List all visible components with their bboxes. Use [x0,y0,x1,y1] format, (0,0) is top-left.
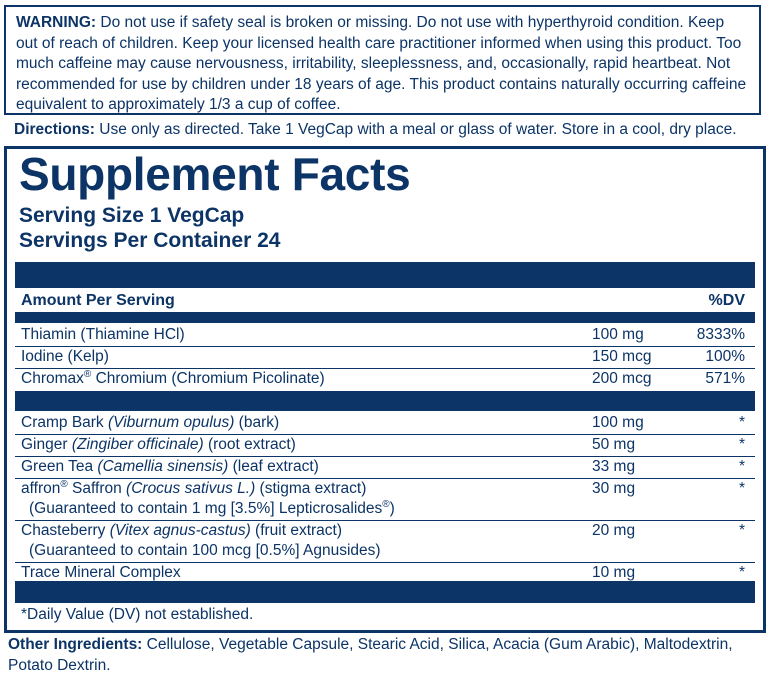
ingredient-dv: * [738,458,745,475]
nutrient-dv: 571% [705,370,745,387]
directions-label: Directions: [14,121,95,138]
ingredient-amount: 33 mg [592,458,636,475]
section-divider [15,391,755,411]
nutrient-dv: 100% [705,348,745,365]
ingredient-name: Cramp Bark (Viburnum opulus) (bark) [21,414,280,431]
warning-text: Do not use if safety seal is broken or missing. Do not use with hyperthyroid condition. Keep out of reach of children. Keep your licensed health care practitioner informed when using this product. Too much caffeine may cause nervousness, irritability, sleeplessness, and, occasionally, rapid heartbeat. Not recommended for use by children under 18 years of age. This product contains naturally occurring caffeine equivalent to approximately 1/3 a cup of coffee. [16,14,747,113]
amount-per-serving-header: Amount Per Serving [21,292,175,309]
ingredient-name: Green Tea (Camellia sinensis) (leaf extract) [21,458,319,475]
nutrient-dv: 8333% [696,326,745,343]
nutrient-name: Chromax® Chromium (Chromium Picolinate) [21,368,325,387]
nutrient-amount: 150 mcg [592,348,652,365]
nutrient-amount: 100 mg [592,326,644,343]
thick-divider [15,262,755,288]
ingredient-amount: 10 mg [592,564,636,581]
ingredient-amount: 100 mg [592,414,644,431]
supplement-facts-panel [4,146,766,633]
ingredient-dv: * [738,480,745,497]
dv-footnote: *Daily Value (DV) not established. [21,606,254,623]
ingredient-name: Chasteberry (Vitex agnus-castus) (fruit extract) [21,522,343,539]
other-ingredients-text: Cellulose, Vegetable Capsule, Stearic Acid, Silica, Acacia (Gum Arabic), Maltodextrin, Potato Dextrin. [8,636,733,674]
warning-box [4,5,761,115]
facts-title: Supplement Facts [19,148,411,200]
ingredient-standardization: (Guaranteed to contain 1 mg [3.5%] Lepticrosalides®) [29,498,395,517]
ingredient-row [21,521,751,563]
ingredient-name: affron® Saffron (Crocus sativus L.) (stigma extract) [21,478,367,497]
ingredient-standardization: (Guaranteed to contain 100 mcg [0.5%] Agnusides) [29,542,381,559]
ingredient-name: Trace Mineral Complex [21,564,181,581]
nutrient-name: Iodine (Kelp) [21,348,109,365]
other-ingredients [8,634,768,676]
ingredient-amount: 30 mg [592,480,636,497]
ingredient-dv: * [738,522,745,539]
ingredient-dv: * [738,436,745,453]
medium-divider [15,312,755,323]
other-ingredients-label: Other Ingredients: [8,636,143,653]
bottom-divider [15,581,755,603]
nutrient-name: Thiamin (Thiamine HCl) [21,326,185,343]
ingredient-name: Ginger (Zingiber officinale) (root extract) [21,436,296,453]
servings-per-container: Servings Per Container 24 [19,229,281,252]
warning-label: WARNING: [16,14,97,31]
ingredient-row [21,479,751,521]
directions-text: Use only as directed. Take 1 VegCap with a meal or glass of water. Store in a cool, dry place. [94,121,737,138]
ingredient-dv: * [738,564,745,581]
serving-size: Serving Size 1 VegCap [19,204,245,227]
dv-header: %DV [708,292,745,309]
ingredient-amount: 50 mg [592,436,636,453]
ingredient-amount: 20 mg [592,522,636,539]
directions [14,121,737,139]
nutrient-amount: 200 mcg [592,370,652,387]
ingredient-dv: * [738,414,745,431]
